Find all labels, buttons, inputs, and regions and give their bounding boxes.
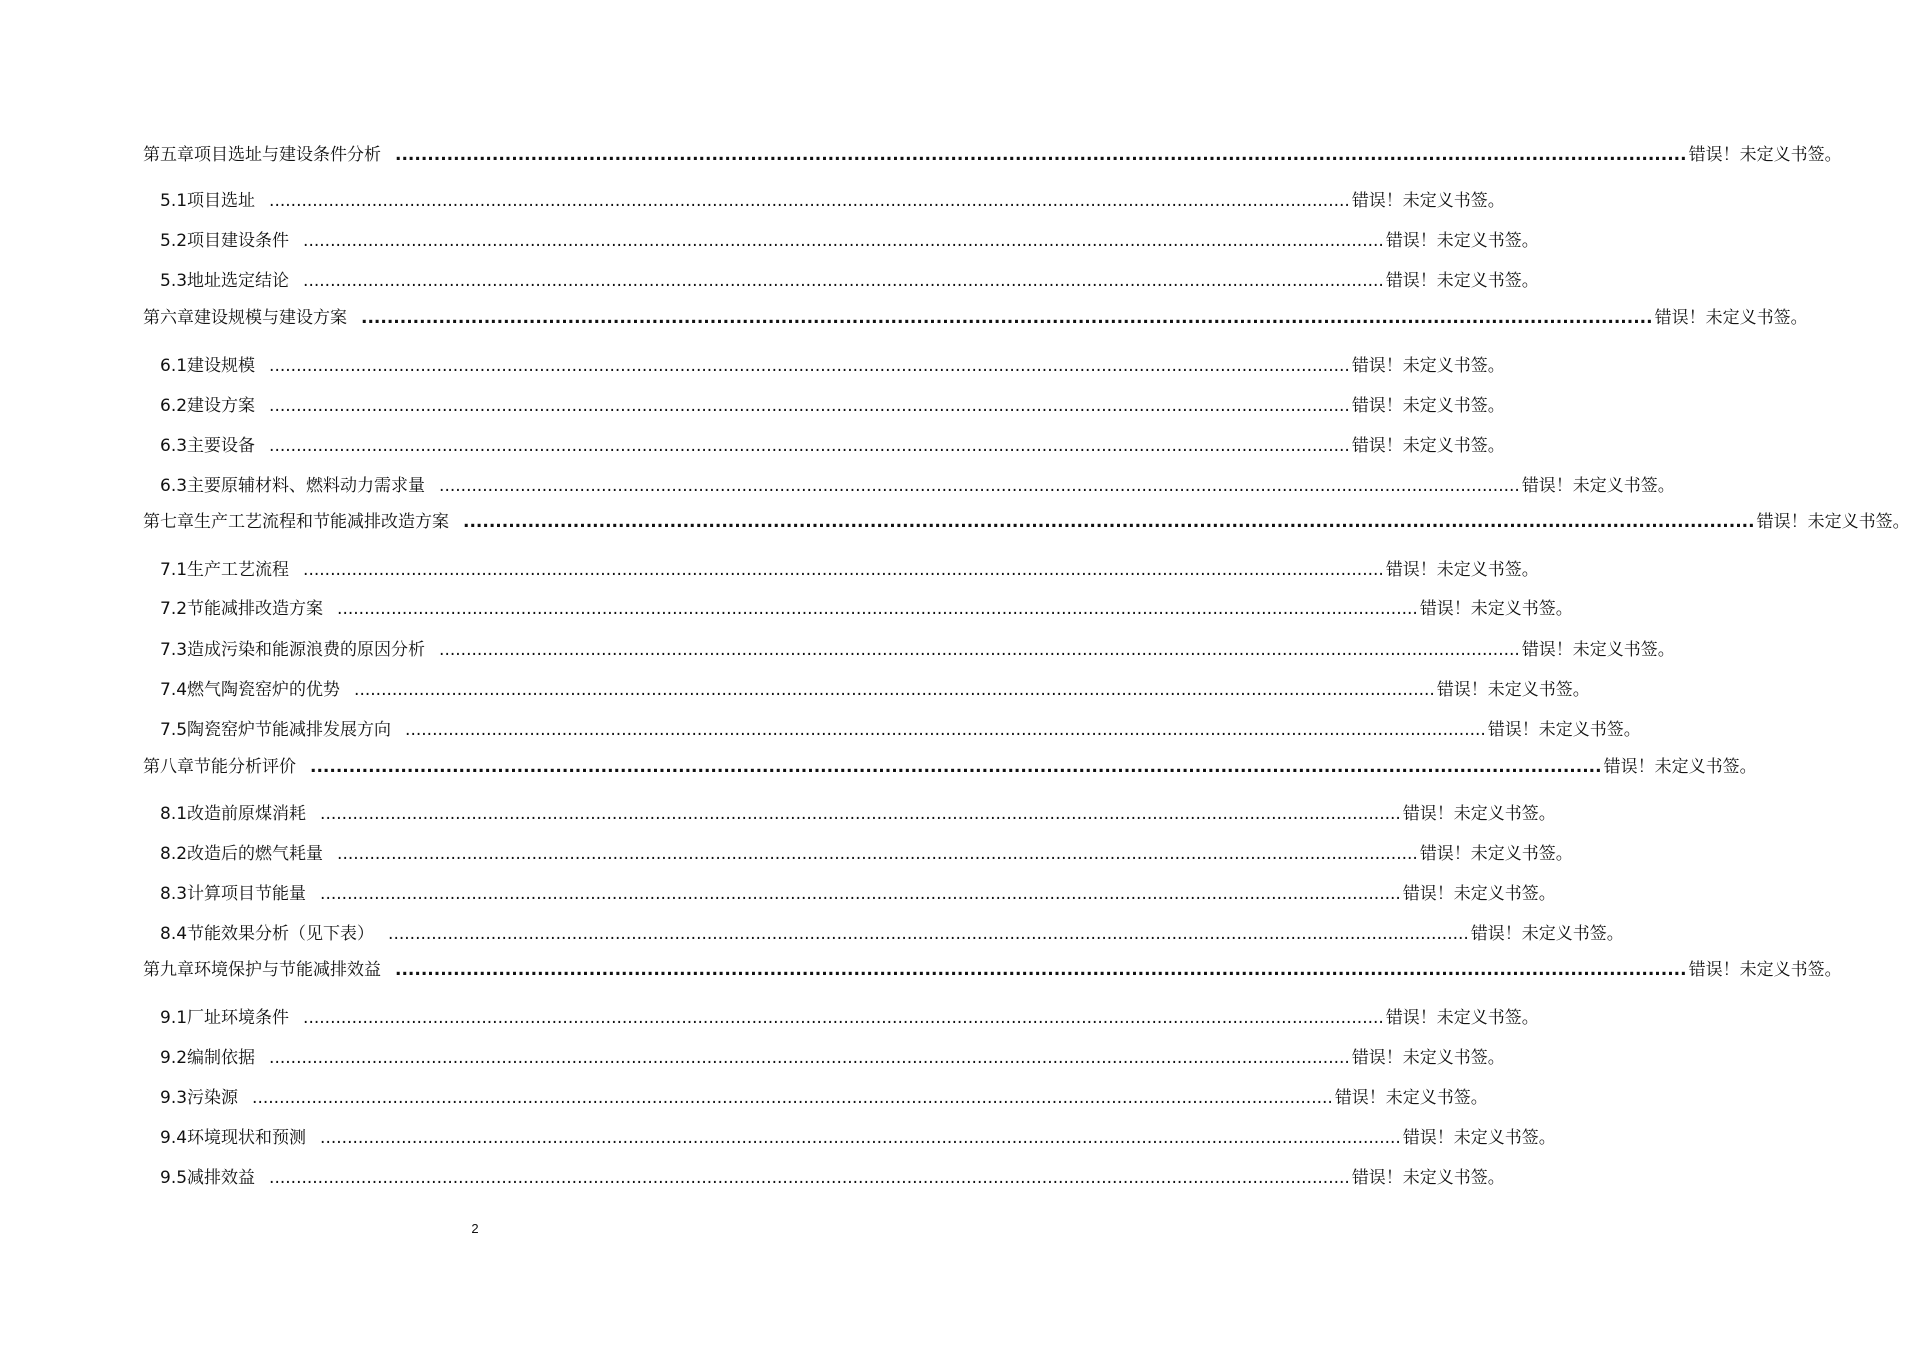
toc-leader-dots: ........................................................................................................................................................................................................ (269, 1048, 1350, 1068)
toc-entry-title: 节能分析评价 (194, 757, 296, 777)
toc-entry-number: 6.3 (160, 476, 188, 496)
toc-leader-dots: ........................................................................................................................................................................................................ (303, 231, 1384, 251)
toc-entry-number: 8.2 (160, 844, 188, 864)
toc-entry-page-ref: 错误！未定义书签。 (1351, 436, 1505, 456)
toc-leader-dots: ........................................................................................................................................................................................................ (310, 757, 1602, 777)
toc-entry-title: 污染源 (187, 1088, 239, 1108)
toc-entry-page-ref: 错误！未定义书签。 (1351, 191, 1505, 211)
toc-entry-title: 项目选址 (187, 191, 256, 211)
toc-section-entry[interactable] (160, 638, 1675, 662)
toc-leader-dots: ........................................................................................................................................................................................................ (320, 1128, 1401, 1148)
toc-entry-number: 9.1 (160, 1008, 188, 1028)
page-number: 2 (471, 1221, 479, 1236)
toc-entry-title: 编制依据 (187, 1048, 256, 1068)
toc-section-entry[interactable] (160, 882, 1556, 906)
toc-leader-dots: ........................................................................................................................................................................................................ (405, 720, 1486, 740)
toc-entry-title: 燃气陶瓷窑炉的优势 (187, 680, 341, 700)
toc-entry-title: 主要设备 (187, 436, 256, 456)
toc-entry-title: 项目选址与建设条件分析 (194, 145, 381, 165)
toc-leader-dots: ........................................................................................................................................................................................................ (395, 960, 1687, 980)
toc-entry-page-ref: 错误！未定义书签。 (1351, 396, 1505, 416)
toc-section-entry[interactable] (160, 394, 1505, 418)
toc-leader-dots: ........................................................................................................................................................................................................ (395, 145, 1687, 165)
toc-leader-dots: ........................................................................................................................................................................................................ (252, 1088, 1333, 1108)
toc-entry-page-ref: 错误！未定义书签。 (1402, 1128, 1556, 1148)
toc-entry-number: 9.4 (160, 1128, 188, 1148)
toc-entry-title: 建设规模 (187, 356, 256, 376)
toc-entry-title: 环境保护与节能减排效益 (194, 960, 381, 980)
toc-leader-dots: ........................................................................................................................................................................................................ (320, 804, 1401, 824)
toc-entry-title: 节能效果分析（见下表） (187, 924, 375, 944)
toc-entry-title: 地址选定结论 (187, 271, 290, 291)
toc-chapter-entry[interactable] (143, 958, 1842, 982)
toc-entry-number: 第九章 (143, 960, 194, 980)
toc-entry-page-ref: 错误！未定义书签。 (1419, 844, 1573, 864)
toc-chapter-entry[interactable] (143, 143, 1842, 167)
toc-section-entry[interactable] (160, 1046, 1505, 1070)
toc-leader-dots: ........................................................................................................................................................................................................ (269, 191, 1350, 211)
toc-entry-page-ref: 错误！未定义书签。 (1402, 804, 1556, 824)
toc-entry-number: 6.2 (160, 396, 188, 416)
toc-leader-dots: ........................................................................................................................................................................................................ (303, 560, 1384, 580)
toc-entry-title: 建设规模与建设方案 (194, 308, 347, 328)
toc-entry-number: 7.2 (160, 599, 188, 619)
toc-entry-number: 7.3 (160, 640, 188, 660)
toc-entry-title: 环境现状和预测 (187, 1128, 307, 1148)
toc-entry-page-ref: 错误！未定义书签。 (1521, 476, 1675, 496)
toc-leader-dots: ........................................................................................................................................................................................................ (269, 436, 1350, 456)
toc-entry-page-ref: 错误！未定义书签。 (1385, 1008, 1539, 1028)
toc-section-entry[interactable] (160, 597, 1573, 621)
toc-entry-page-ref: 错误！未定义书签。 (1603, 757, 1757, 777)
toc-entry-number: 6.3 (160, 436, 188, 456)
toc-entry-page-ref: 错误！未定义书签。 (1436, 680, 1590, 700)
toc-entry-number: 5.2 (160, 231, 188, 251)
toc-entry-title: 造成污染和能源浪费的原因分析 (187, 640, 426, 660)
toc-entry-page-ref: 错误！未定义书签。 (1487, 720, 1641, 740)
toc-entry-title: 计算项目节能量 (187, 884, 307, 904)
toc-entry-page-ref: 错误！未定义书签。 (1351, 1168, 1505, 1188)
toc-section-entry[interactable] (160, 802, 1556, 826)
toc-section-entry[interactable] (160, 558, 1539, 582)
toc-entry-number: 第八章 (143, 757, 194, 777)
toc-entry-page-ref: 错误！未定义书签。 (1351, 1048, 1505, 1068)
toc-entry-page-ref: 错误！未定义书签。 (1756, 512, 1910, 532)
toc-entry-number: 第七章 (143, 512, 194, 532)
toc-entry-title: 主要原辅材料、燃料动力需求量 (187, 476, 426, 496)
toc-section-entry[interactable] (160, 842, 1573, 866)
toc-entry-number: 8.1 (160, 804, 188, 824)
toc-entry-number: 9.5 (160, 1168, 188, 1188)
toc-entry-title: 项目建设条件 (187, 231, 290, 251)
toc-entry-page-ref: 错误！未定义书签。 (1654, 308, 1808, 328)
toc-section-entry[interactable] (160, 718, 1641, 742)
toc-leader-dots: ........................................................................................................................................................................................................ (337, 599, 1418, 619)
toc-entry-number: 7.4 (160, 680, 188, 700)
toc-entry-page-ref: 错误！未定义书签。 (1688, 145, 1842, 165)
toc-leader-dots: ........................................................................................................................................................................................................ (439, 476, 1520, 496)
toc-entry-title: 厂址环境条件 (187, 1008, 290, 1028)
toc-entry-page-ref: 错误！未定义书签。 (1402, 884, 1556, 904)
toc-entry-title: 改造前原煤消耗 (187, 804, 307, 824)
toc-entry-title: 改造后的燃气耗量 (187, 844, 324, 864)
toc-leader-dots: ........................................................................................................................................................................................................ (269, 396, 1350, 416)
toc-entry-title: 陶瓷窑炉节能减排发展方向 (187, 720, 392, 740)
toc-entry-number: 9.3 (160, 1088, 188, 1108)
toc-leader-dots: ........................................................................................................................................................................................................ (463, 512, 1755, 532)
toc-section-entry[interactable] (160, 678, 1590, 702)
toc-entry-page-ref: 错误！未定义书签。 (1334, 1088, 1488, 1108)
toc-chapter-entry[interactable] (143, 306, 1808, 330)
toc-leader-dots: ........................................................................................................................................................................................................ (354, 680, 1435, 700)
toc-leader-dots: ........................................................................................................................................................................................................ (337, 844, 1418, 864)
toc-entry-page-ref: 错误！未定义书签。 (1419, 599, 1573, 619)
toc-entry-number: 8.3 (160, 884, 188, 904)
toc-section-entry[interactable] (160, 189, 1505, 213)
toc-section-entry[interactable] (160, 1086, 1488, 1110)
toc-section-entry[interactable] (160, 229, 1539, 253)
toc-section-entry[interactable] (160, 474, 1675, 498)
toc-chapter-entry[interactable] (143, 510, 1910, 534)
toc-section-entry[interactable] (160, 1126, 1556, 1150)
toc-entry-number: 8.4 (160, 924, 188, 944)
toc-entry-page-ref: 错误！未定义书签。 (1385, 560, 1539, 580)
toc-entry-number: 第六章 (143, 308, 194, 328)
toc-entry-title: 生产工艺流程 (187, 560, 290, 580)
toc-leader-dots: ........................................................................................................................................................................................................ (361, 308, 1653, 328)
toc-entry-page-ref: 错误！未定义书签。 (1351, 356, 1505, 376)
toc-entry-number: 5.3 (160, 271, 188, 291)
toc-entry-number: 第五章 (143, 145, 194, 165)
toc-entry-number: 7.5 (160, 720, 188, 740)
toc-section-entry[interactable] (160, 354, 1505, 378)
toc-leader-dots: ........................................................................................................................................................................................................ (303, 1008, 1384, 1028)
toc-leader-dots: ........................................................................................................................................................................................................ (388, 924, 1469, 944)
toc-leader-dots: ........................................................................................................................................................................................................ (269, 356, 1350, 376)
toc-entry-title: 建设方案 (187, 396, 256, 416)
toc-section-entry[interactable] (160, 269, 1539, 293)
toc-entry-number: 9.2 (160, 1048, 188, 1068)
toc-section-entry[interactable] (160, 1006, 1539, 1030)
toc-entry-title: 减排效益 (187, 1168, 256, 1188)
toc-section-entry[interactable] (160, 434, 1505, 458)
toc-entry-title: 节能减排改造方案 (187, 599, 324, 619)
toc-entry-number: 6.1 (160, 356, 188, 376)
toc-leader-dots: ........................................................................................................................................................................................................ (303, 271, 1384, 291)
toc-leader-dots: ........................................................................................................................................................................................................ (269, 1168, 1350, 1188)
toc-entry-page-ref: 错误！未定义书签。 (1470, 924, 1624, 944)
toc-leader-dots: ........................................................................................................................................................................................................ (439, 640, 1520, 660)
toc-chapter-entry[interactable] (143, 755, 1757, 779)
toc-entry-page-ref: 错误！未定义书签。 (1521, 640, 1675, 660)
toc-entry-page-ref: 错误！未定义书签。 (1385, 231, 1539, 251)
toc-entry-number: 5.1 (160, 191, 188, 211)
toc-entry-page-ref: 错误！未定义书签。 (1385, 271, 1539, 291)
toc-leader-dots: ........................................................................................................................................................................................................ (320, 884, 1401, 904)
toc-section-entry[interactable] (160, 922, 1624, 946)
toc-entry-page-ref: 错误！未定义书签。 (1688, 960, 1842, 980)
toc-entry-title: 生产工艺流程和节能减排改造方案 (194, 512, 449, 532)
toc-section-entry[interactable] (160, 1166, 1505, 1190)
toc-entry-number: 7.1 (160, 560, 188, 580)
